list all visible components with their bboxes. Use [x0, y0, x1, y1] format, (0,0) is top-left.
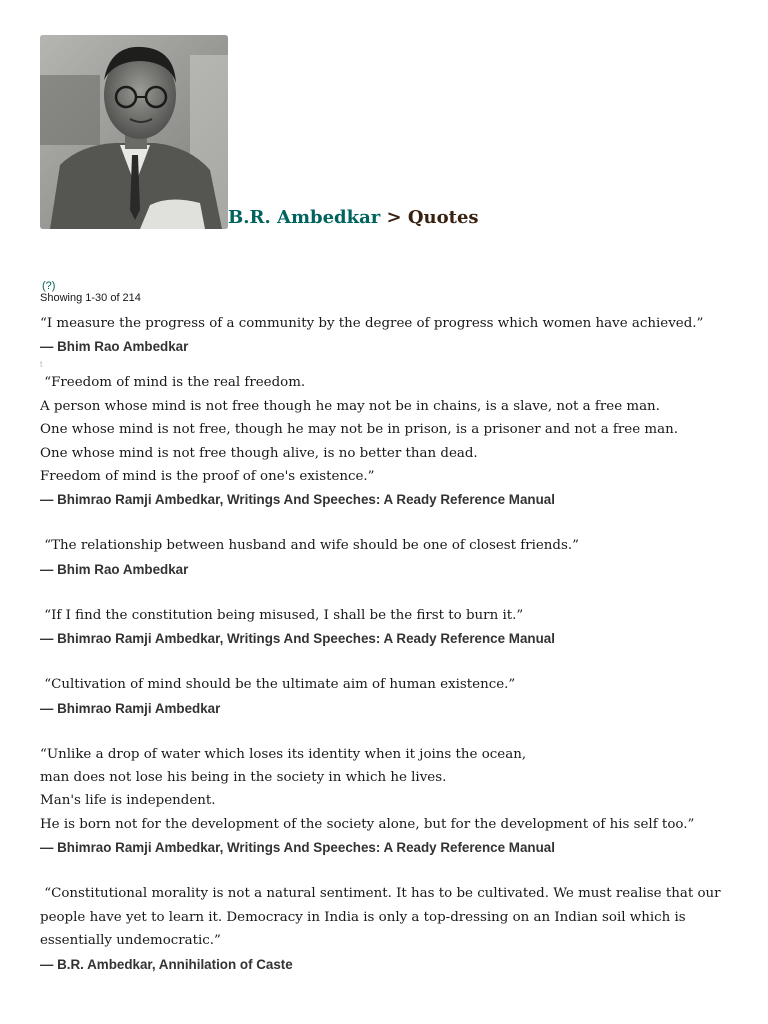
quote-gap	[40, 720, 756, 743]
help-link[interactable]: (?)	[42, 280, 56, 292]
portrait-photo-icon	[40, 35, 228, 229]
author-portrait[interactable]	[40, 35, 228, 229]
quote-gap	[40, 650, 756, 673]
quote-text: “Freedom of mind is the real freedom. A person whose mind is not free though he may not be in chains, is a slave, not a free man. One whose mind is not free, though he may not be in prison, is a prisoner and not a free man. One whose mind is not free though alive, is no better than dead. Freedom of mind is the proof of one's existence.”	[40, 375, 678, 485]
quote-text: “Unlike a drop of water which loses its identity when it joins the ocean, man does not lose his being in the society in which he lives. Man's life is independent. He is born not for the development of the society alone, but for the development of his self too.”	[40, 746, 695, 832]
author-name-link[interactable]: B.R. Ambedkar	[228, 207, 381, 228]
page-title	[228, 207, 479, 229]
results-count: Showing 1-30 of 214	[40, 292, 141, 304]
quote-author[interactable]: — Bhim Rao Ambedkar	[40, 561, 189, 577]
quote-list	[40, 312, 756, 976]
quote-text: “Constitutional morality is not a natural sentiment. It has to be cultivated. We must realise that our people have yet to learn it. Democracy in India is only a top-dressing on an Indian soil which is essentially undemocratic.”	[40, 886, 725, 949]
quote-item	[40, 604, 756, 650]
quote-text: “I measure the progress of a community by the degree of progress which women have achieved.”	[40, 316, 704, 331]
title-section: Quotes	[407, 207, 479, 228]
quote-author[interactable]: — Bhimrao Ramji Ambedkar, Writings And Speeches: A Ready Reference Manual	[40, 631, 555, 647]
quote-separator: t	[40, 359, 43, 370]
quote-item	[40, 673, 756, 719]
quote-item	[40, 371, 756, 511]
quote-gap	[40, 859, 756, 882]
quote-gap	[40, 581, 756, 604]
quote-text: “Cultivation of mind should be the ultimate aim of human existence.”	[40, 677, 516, 693]
quote-item	[40, 534, 756, 580]
quote-text: “The relationship between husband and wife should be one of closest friends.”	[40, 538, 579, 554]
title-separator: >	[380, 207, 408, 228]
quote-item	[40, 882, 756, 975]
page-header	[40, 29, 756, 229]
quote-item	[40, 312, 756, 358]
quote-author[interactable]: — Bhim Rao Ambedkar	[40, 339, 189, 355]
quote-text: “If I find the constitution being misused, I shall be the first to burn it.”	[40, 607, 524, 623]
quote-item	[40, 743, 756, 860]
page	[40, 29, 756, 972]
quote-author[interactable]: — Bhimrao Ramji Ambedkar, Writings And Speeches: A Ready Reference Manual	[40, 840, 555, 856]
quote-author[interactable]: — Bhimrao Ramji Ambedkar, Writings And Speeches: A Ready Reference Manual	[40, 492, 555, 508]
quote-author[interactable]: — Bhimrao Ramji Ambedkar	[40, 700, 221, 716]
quote-gap	[40, 511, 756, 534]
quote-author[interactable]: — B.R. Ambedkar, Annihilation of Caste	[40, 956, 293, 972]
